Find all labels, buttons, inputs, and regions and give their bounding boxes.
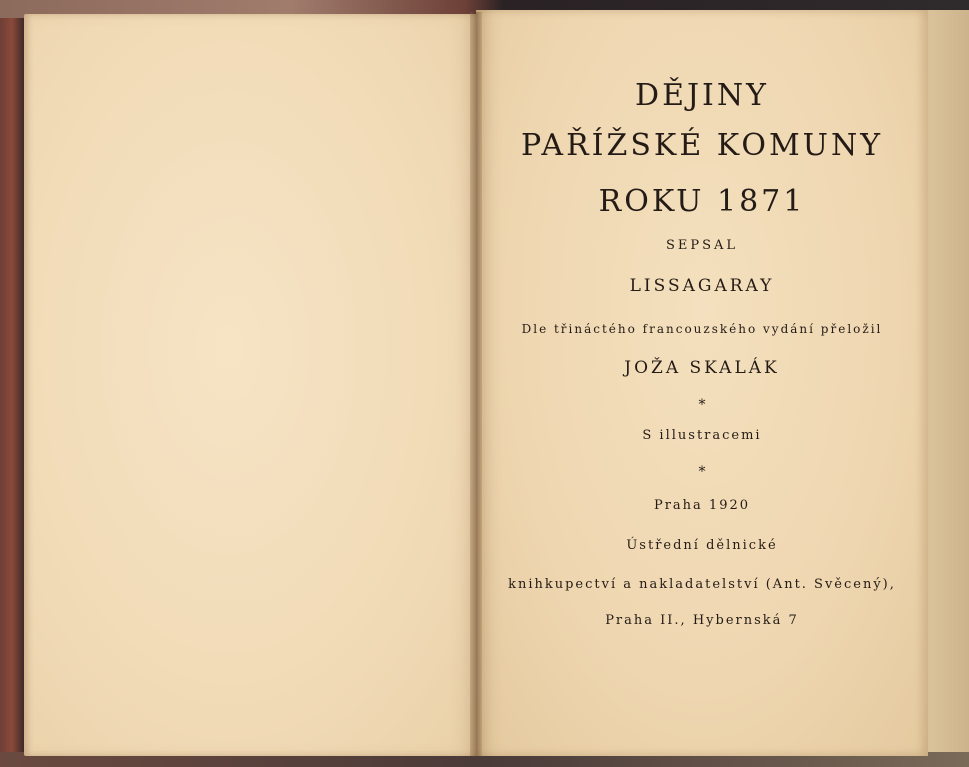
title-line-1: DĚJINY bbox=[635, 78, 769, 113]
place-year: Praha 1920 bbox=[653, 498, 751, 513]
title-line-2: PAŘÍŽSKÉ KOMUNY bbox=[520, 128, 884, 163]
ornament-asterisk-2: * bbox=[698, 464, 706, 480]
illustrations-note: S illustracemi bbox=[642, 428, 762, 443]
left-page-blank bbox=[24, 14, 480, 756]
translation-note: Dle třináctého francouzského vydání přeložil bbox=[521, 322, 883, 336]
publisher-line-1: Ústřední dělnické bbox=[626, 538, 778, 553]
author-name: LISSAGARAY bbox=[629, 276, 775, 296]
translator-name: JOŽA SKALÁK bbox=[624, 358, 780, 378]
ornament-asterisk-1: * bbox=[698, 397, 706, 413]
byline-label: SEPSAL bbox=[665, 238, 739, 253]
publisher-line-2: knihkupectví a nakladatelství (Ant. Svěcený), bbox=[508, 577, 896, 592]
publisher-address: Praha II., Hybernská 7 bbox=[605, 613, 799, 628]
book-gutter bbox=[470, 12, 482, 756]
right-page-title bbox=[476, 10, 928, 756]
title-line-3: ROKU 1871 bbox=[598, 184, 806, 219]
